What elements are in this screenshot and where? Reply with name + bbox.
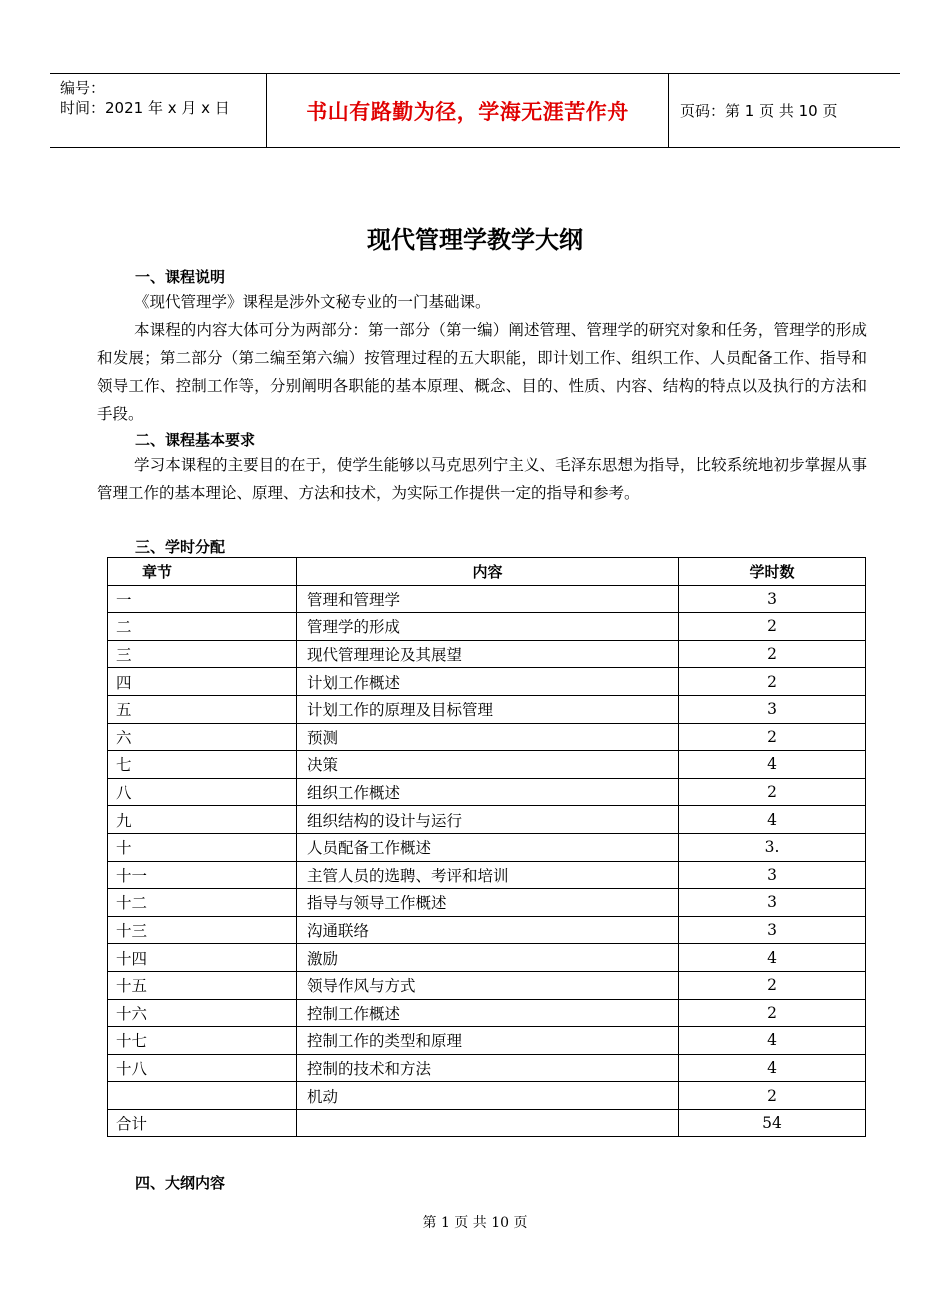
table-row bbox=[108, 668, 866, 696]
cell-chapter: 十三 bbox=[108, 916, 297, 944]
table-row bbox=[108, 833, 866, 861]
document-title: 现代管理学教学大纲 bbox=[367, 226, 583, 254]
cell-chapter bbox=[108, 1082, 297, 1110]
cell-content: 现代管理理论及其展望 bbox=[297, 640, 679, 668]
paragraph: 本课程的内容大体可分为两部分：第一部分（第一编）阐述管理、管理学的研究对象和任务，管理学的形成和发展；第二部分（第二编至第六编）按管理过程的五大职能，即计划工作、组织工作、人员配备工作、指导和领导工作、控制工作等，分别阐明各职能的基本原理、概念、目的、性质、内容、结构的特点以及执行的方法和手段。 bbox=[97, 321, 867, 423]
cell-hours: 4 bbox=[679, 751, 866, 779]
cell-content: 沟通联络 bbox=[297, 916, 679, 944]
cell-content: 机动 bbox=[297, 1082, 679, 1110]
document-number-label: 编号： bbox=[60, 79, 106, 97]
table-body bbox=[108, 585, 866, 1137]
cell-content bbox=[297, 1109, 679, 1137]
table-row bbox=[108, 1054, 866, 1082]
cell-chapter: 五 bbox=[108, 695, 297, 723]
cell-chapter: 十四 bbox=[108, 944, 297, 972]
header-motto: 书山有路勤为径，学海无涯苦作舟 bbox=[306, 99, 629, 124]
cell-content: 领导作风与方式 bbox=[297, 971, 679, 999]
column-header-chapter: 章节 bbox=[108, 558, 297, 586]
table-row bbox=[108, 1109, 866, 1137]
table-row bbox=[108, 1027, 866, 1055]
cell-chapter: 一 bbox=[108, 585, 297, 613]
cell-content: 组织结构的设计与运行 bbox=[297, 806, 679, 834]
cell-hours: 4 bbox=[679, 806, 866, 834]
cell-chapter: 四 bbox=[108, 668, 297, 696]
cell-hours: 2 bbox=[679, 778, 866, 806]
cell-chapter: 七 bbox=[108, 751, 297, 779]
cell-content: 组织工作概述 bbox=[297, 778, 679, 806]
section-heading-hours-allocation: 三、学时分配 bbox=[135, 538, 226, 556]
header-divider bbox=[668, 74, 669, 147]
table-row bbox=[108, 1082, 866, 1110]
cell-chapter: 八 bbox=[108, 778, 297, 806]
cell-hours: 2 bbox=[679, 668, 866, 696]
cell-content: 主管人员的选聘、考评和培训 bbox=[297, 861, 679, 889]
table-row bbox=[108, 778, 866, 806]
cell-chapter: 二 bbox=[108, 613, 297, 641]
page-header bbox=[50, 73, 900, 148]
table-row bbox=[108, 695, 866, 723]
table-row bbox=[108, 999, 866, 1027]
column-header-hours: 学时数 bbox=[679, 558, 866, 586]
header-meta bbox=[60, 78, 265, 118]
table-row bbox=[108, 944, 866, 972]
cell-chapter: 十 bbox=[108, 833, 297, 861]
hours-table bbox=[107, 557, 866, 1137]
cell-content: 管理和管理学 bbox=[297, 585, 679, 613]
cell-hours: 2 bbox=[679, 723, 866, 751]
document-date-label: 时间：2021 年 x 月 x 日 bbox=[60, 99, 230, 117]
table-row bbox=[108, 806, 866, 834]
section-heading-basic-requirements: 二、课程基本要求 bbox=[135, 431, 256, 449]
cell-hours: 3 bbox=[679, 861, 866, 889]
cell-hours: 54 bbox=[679, 1109, 866, 1137]
table-row bbox=[108, 971, 866, 999]
table-row bbox=[108, 585, 866, 613]
cell-content: 计划工作概述 bbox=[297, 668, 679, 696]
cell-chapter: 十五 bbox=[108, 971, 297, 999]
table-row bbox=[108, 889, 866, 917]
cell-chapter: 六 bbox=[108, 723, 297, 751]
cell-chapter: 合计 bbox=[108, 1109, 297, 1137]
cell-hours: 2 bbox=[679, 613, 866, 641]
cell-content: 管理学的形成 bbox=[297, 613, 679, 641]
table-row bbox=[108, 861, 866, 889]
cell-hours: 2 bbox=[679, 640, 866, 668]
section-heading-course-description: 一、课程说明 bbox=[135, 268, 226, 286]
cell-hours: 3. bbox=[679, 833, 866, 861]
cell-hours: 4 bbox=[679, 944, 866, 972]
cell-chapter: 三 bbox=[108, 640, 297, 668]
cell-chapter: 十二 bbox=[108, 889, 297, 917]
table-row bbox=[108, 723, 866, 751]
paragraph: 学习本课程的主要目的在于，使学生能够以马克思列宁主义、毛泽东思想为指导，比较系统地初步掌握从事管理工作的基本理论、原理、方法和技术，为实际工作提供一定的指导和参考。 bbox=[97, 456, 867, 502]
table-row bbox=[108, 613, 866, 641]
cell-hours: 2 bbox=[679, 999, 866, 1027]
section-heading-outline-content: 四、大纲内容 bbox=[135, 1174, 226, 1192]
cell-hours: 4 bbox=[679, 1027, 866, 1055]
column-header-content: 内容 bbox=[297, 558, 679, 586]
cell-content: 指导与领导工作概述 bbox=[297, 889, 679, 917]
cell-chapter: 十八 bbox=[108, 1054, 297, 1082]
cell-hours: 3 bbox=[679, 585, 866, 613]
cell-hours: 3 bbox=[679, 695, 866, 723]
cell-content: 计划工作的原理及目标管理 bbox=[297, 695, 679, 723]
cell-content: 预测 bbox=[297, 723, 679, 751]
cell-chapter: 十六 bbox=[108, 999, 297, 1027]
cell-content: 控制工作的类型和原理 bbox=[297, 1027, 679, 1055]
cell-content: 激励 bbox=[297, 944, 679, 972]
table-row bbox=[108, 751, 866, 779]
cell-chapter: 九 bbox=[108, 806, 297, 834]
cell-hours: 4 bbox=[679, 1054, 866, 1082]
table-row bbox=[108, 916, 866, 944]
table-row bbox=[108, 640, 866, 668]
cell-hours: 3 bbox=[679, 916, 866, 944]
table-header-row bbox=[108, 558, 866, 586]
cell-hours: 2 bbox=[679, 971, 866, 999]
page-footer: 第 1 页 共 10 页 bbox=[422, 1215, 528, 1231]
header-page-number: 页码：第 1 页 共 10 页 bbox=[680, 102, 838, 120]
cell-hours: 2 bbox=[679, 1082, 866, 1110]
cell-hours: 3 bbox=[679, 889, 866, 917]
cell-chapter: 十七 bbox=[108, 1027, 297, 1055]
paragraph: 《现代管理学》课程是涉外文秘专业的一门基础课。 bbox=[134, 293, 491, 311]
cell-chapter: 十一 bbox=[108, 861, 297, 889]
cell-content: 人员配备工作概述 bbox=[297, 833, 679, 861]
cell-content: 控制的技术和方法 bbox=[297, 1054, 679, 1082]
cell-content: 控制工作概述 bbox=[297, 999, 679, 1027]
cell-content: 决策 bbox=[297, 751, 679, 779]
